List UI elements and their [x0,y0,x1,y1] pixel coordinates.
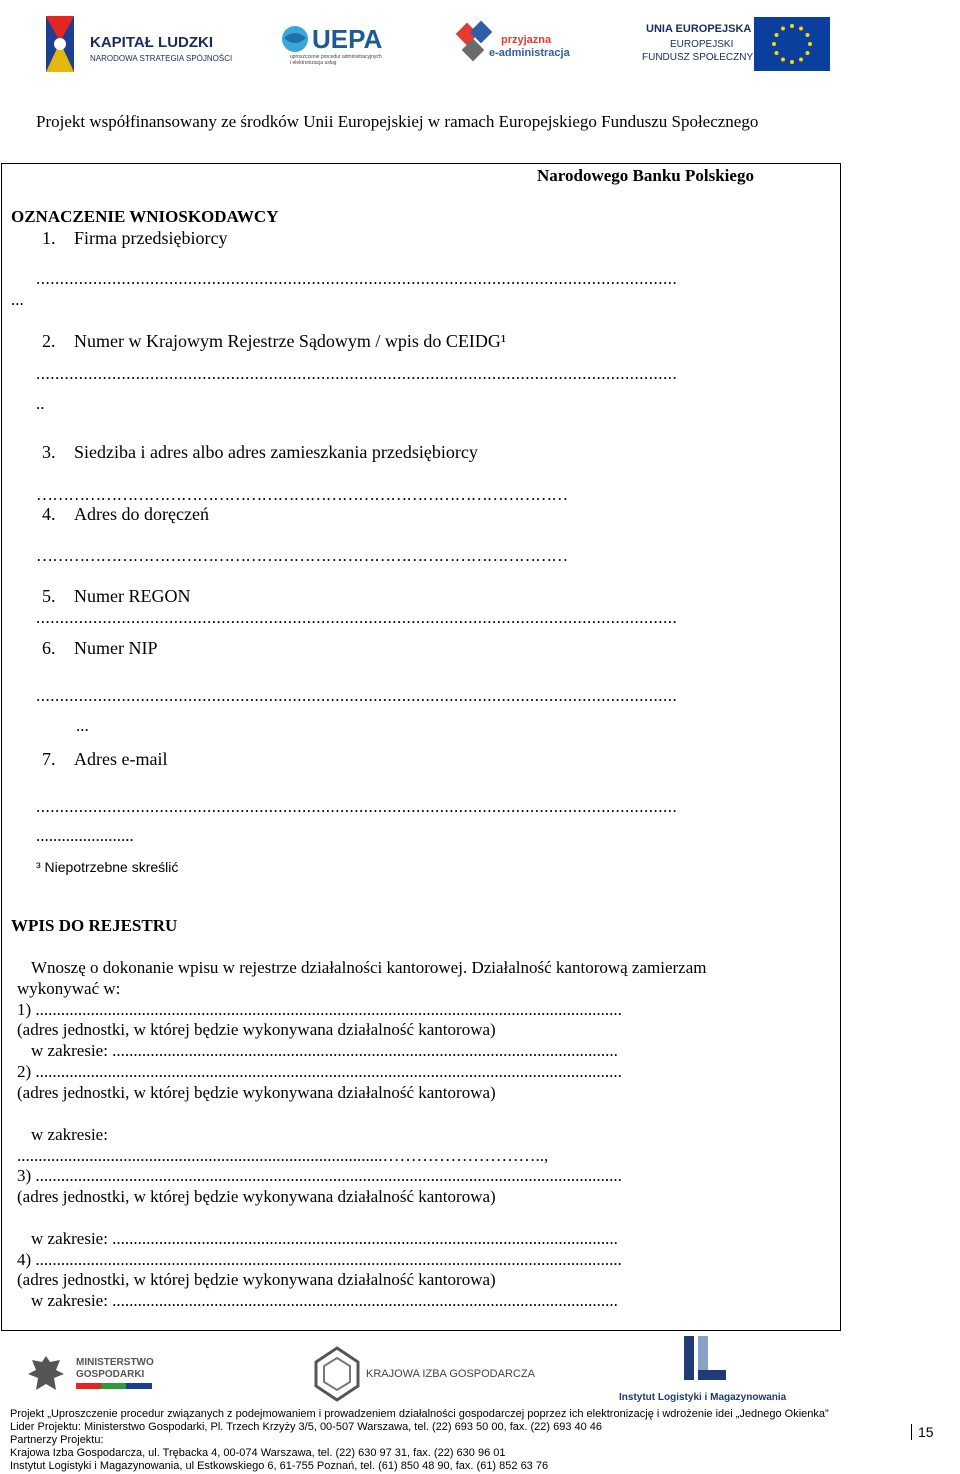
item-5-number: 5. [42,586,56,606]
item-7-field[interactable]: ....................................................................................................................................... [36,797,678,816]
entry-3-field[interactable]: 3) .......................................................................................................................................... [17,1166,622,1185]
item-1-field-continuation[interactable]: ... [11,290,24,309]
item-5-field[interactable]: ....................................................................................................................................... [36,608,678,627]
item-3-field[interactable]: ……………………………………………………………………………………… [36,485,568,504]
entry-4-address-caption: (adres jednostki, w której będzie wykonywana działalność kantorowa) [17,1270,496,1289]
ue-text-1: UNIA EUROPEJSKA [646,23,752,35]
entry-2-scope-label: w zakresie: [31,1125,108,1144]
kig-text: KRAJOWA IZBA GOSPODARCZA [366,1368,535,1380]
entry-2-scope-field[interactable]: ......................................................................................……………………….., [17,1146,549,1165]
footer-partner-kig: Krajowa Izba Gospodarcza, ul. Trębacka 4, 00-074 Warszawa, tel. (22) 630 97 31, fax. (22) 630 96 01 [10,1447,506,1459]
footer-partner-ilim: Instytut Logistyki i Magazynowania, ul Estkowskiego 6, 61-755 Poznań, tel. (61) 850 48 90, fax. (61) 852 63 76 [10,1460,549,1472]
ministerstwo-color-bar [76,1383,152,1389]
entry-4-field[interactable]: 4) .......................................................................................................................................... [17,1250,622,1269]
entry-3-address-caption: (adres jednostki, w której będzie wykonywana działalność kantorowa) [17,1187,496,1206]
footer-leader-line: Lider Projektu: Ministerstwo Gospodarki, Pl. Trzech Krzyży 3/5, 00-507 Warszawa, tel. (22) 693 50 00, fax. (22) 693 40 46 [10,1421,603,1433]
polish-eagle-icon [24,1352,68,1396]
item-2-field-continuation[interactable]: .. [36,394,45,413]
recipient: Narodowego Banku Polskiego [537,166,754,185]
item-3-number: 3. [42,442,56,462]
kapital-ludzki-logo [40,14,233,76]
entry-4-scope-field[interactable]: w zakresie: ....................................................................................................................... [31,1291,618,1310]
item-6-field-continuation[interactable]: ... [76,716,89,735]
krajowa-izba-gospodarcza-logo [312,1346,535,1402]
ministerstwo-text-2: GOSPODARKI [76,1369,145,1380]
uepa-subtitle-2: i elektronizacja usług [290,60,337,66]
page-number: 15 [918,1424,934,1440]
page-number-divider [911,1424,912,1440]
item-7-label: Adres e-mail [74,749,168,769]
section-applicant-title: OZNACZENIE WNIOSKODAWCY [11,207,279,226]
ilim-logo [616,1334,787,1406]
intro-text-2: wykonywać w: [17,979,121,998]
cofinancing-note: Projekt współfinansowany ze środków Unii Europejskiej w ramach Europejskiego Funduszu Społecznego [36,112,759,131]
entry-1-scope-field[interactable]: w zakresie: ....................................................................................................................... [31,1041,618,1060]
entry-3-scope-field[interactable]: w zakresie: ....................................................................................................................... [31,1229,618,1248]
footer-project-line: Projekt „Uproszczenie procedur związanych z podejmowaniem i prowadzeniem działalności gospodarczej poprzez ich elektronizację i wdrożenie idei „Jednego Okienka” [10,1408,829,1420]
przyjazna-e-administracja-logo [455,20,575,68]
ue-text-2: EUROPEJSKI [670,39,734,50]
item-2-number: 2. [42,331,56,351]
item-4-number: 4. [42,504,56,524]
uepa-title: UEPA [312,24,383,54]
eu-flag-icon [754,17,830,71]
kapital-ludzki-emblem-icon [40,14,80,74]
entry-2-field[interactable]: 2) .......................................................................................................................................... [17,1062,622,1081]
kig-emblem-icon [312,1346,362,1402]
entry-2-address-caption: (adres jednostki, w której będzie wykonywana działalność kantorowa) [17,1083,496,1102]
footer-partners-label: Partnerzy Projektu: [10,1434,104,1446]
uepa-globe-icon [280,24,310,54]
item-7-number: 7. [42,749,56,769]
item-2-label: Numer w Krajowym Rejestrze Sądowym / wpis do CEIDG¹ [74,331,507,351]
ilim-text: Instytut Logistyki i Magazynowania [619,1392,787,1403]
item-2-field[interactable]: ....................................................................................................................................... [36,364,678,383]
item-6-number: 6. [42,638,56,658]
item-6-label: Numer NIP [74,638,158,658]
item-7-field-continuation[interactable]: ....................... [36,826,134,845]
unia-europejska-logo [640,17,832,73]
section-register-title: WPIS DO REJESTRU [11,916,178,935]
ministerstwo-text-1: MINISTERSTWO [76,1357,154,1368]
footnote: ³ Niepotrzebne skreślić [36,859,179,875]
puzzle-icon [455,20,495,66]
item-5-label: Numer REGON [74,586,191,606]
ue-text-3: FUNDUSZ SPOŁECZNY [642,52,754,63]
item-6-field[interactable]: ....................................................................................................................................... [36,686,678,705]
item-1-number: 1. [42,228,56,248]
ilim-emblem-icon [680,1334,730,1384]
item-3-label: Siedziba i adres albo adres zamieszkania przedsiębiorcy [74,442,478,462]
kapital-subtitle: NARODOWA STRATEGIA SPÓJNOŚCI [90,54,233,63]
przyjazna-text-2: e-administracja [489,47,570,59]
kapital-title: KAPITAŁ LUDZKI [90,34,214,51]
item-1-field[interactable]: ....................................................................................................................................... [36,269,678,288]
uepa-subtitle-1: uproszczenie procedur administracyjnych [290,54,382,60]
uepa-logo [280,22,390,66]
przyjazna-text-1: przyjazna [501,34,552,46]
ministerstwo-gospodarki-logo [24,1352,154,1396]
item-1-label: Firma przedsiębiorcy [74,228,228,248]
item-4-field[interactable]: ……………………………………………………………………………………… [36,546,568,565]
entry-1-address-caption: (adres jednostki, w której będzie wykonywana działalność kantorowa) [17,1020,496,1039]
entry-1-field[interactable]: 1) .......................................................................................................................................... [17,1000,622,1019]
item-4-label: Adres do doręczeń [74,504,209,524]
intro-text-1: Wnoszę o dokonanie wpisu w rejestrze działalności kantorowej. Działalność kantorową zamierzam [31,958,707,977]
